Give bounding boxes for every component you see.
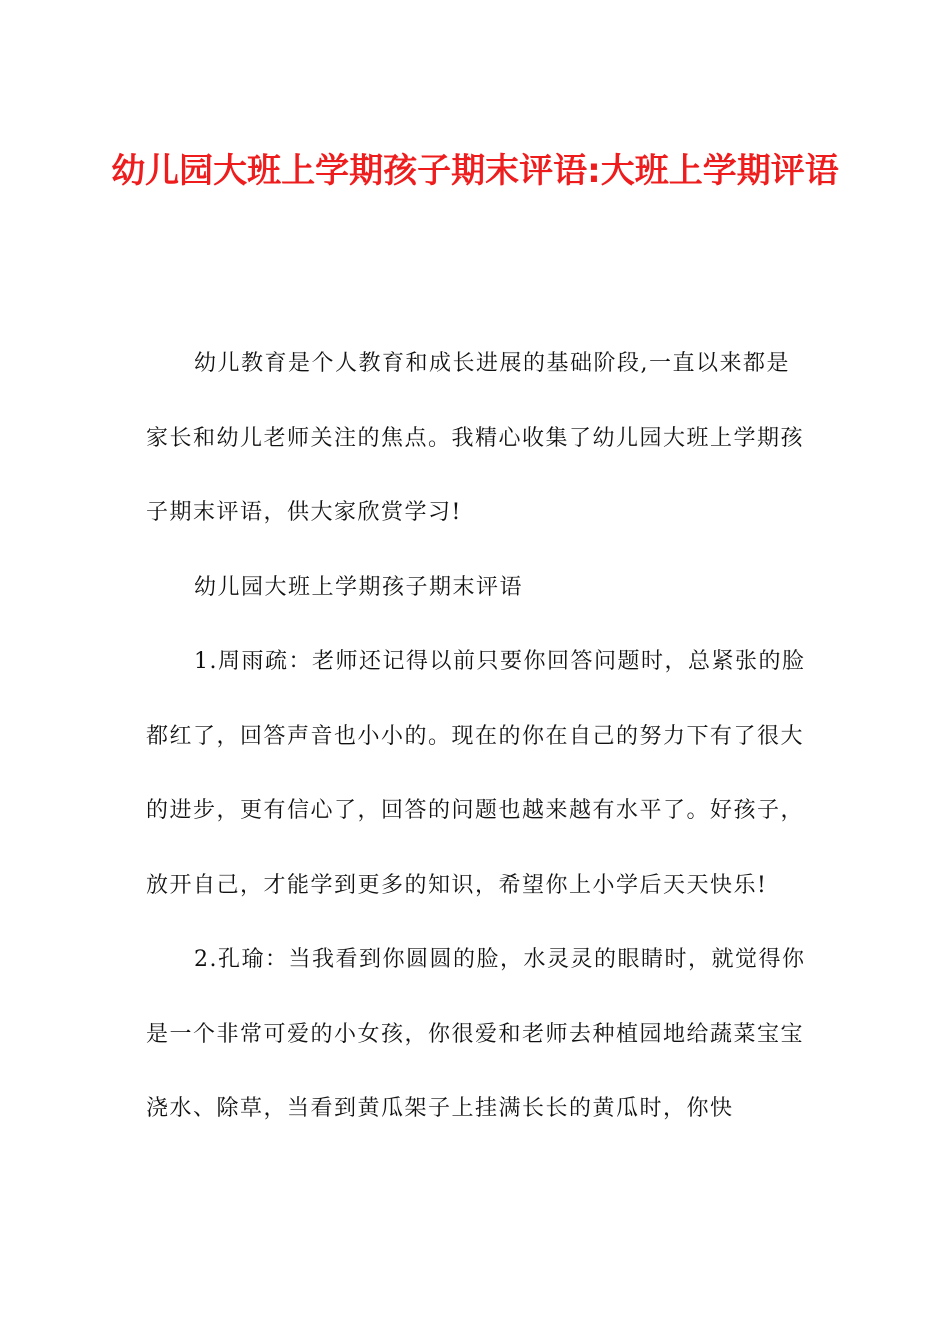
comment-paragraph-1: 1.周雨疏：老师还记得以前只要你回答问题时，总紧张的脸都红了，回答声音也小小的。现在的你在自己的努力下有了很大的进步，更有信心了，回答的问题也越来越有水平了。好孩子，放开自己，才能学到更多的知识，希望你上小学后天天快乐! — [146, 649, 806, 898]
intro-paragraph: 幼儿教育是个人教育和成长进展的基础阶段,一直以来都是家长和幼儿老师关注的焦点。我精心收集了幼儿园大班上学期孩子期末评语，供大家欣赏学习! — [146, 351, 805, 525]
document-body — [146, 327, 806, 1147]
document-title: 幼儿园大班上学期孩子期末评语:大班上学期评语 — [111, 151, 839, 191]
comment-paragraph-2: 2.孔瑜：当我看到你圆圆的脸，水灵灵的眼睛时，就觉得你是一个非常可爱的小女孩，你很爱和老师去种植园地给蔬菜宝宝浇水、除草，当看到黄瓜架子上挂满长长的黄瓜时，你快 — [146, 947, 806, 1121]
section-heading: 幼儿园大班上学期孩子期末评语 — [194, 574, 524, 600]
